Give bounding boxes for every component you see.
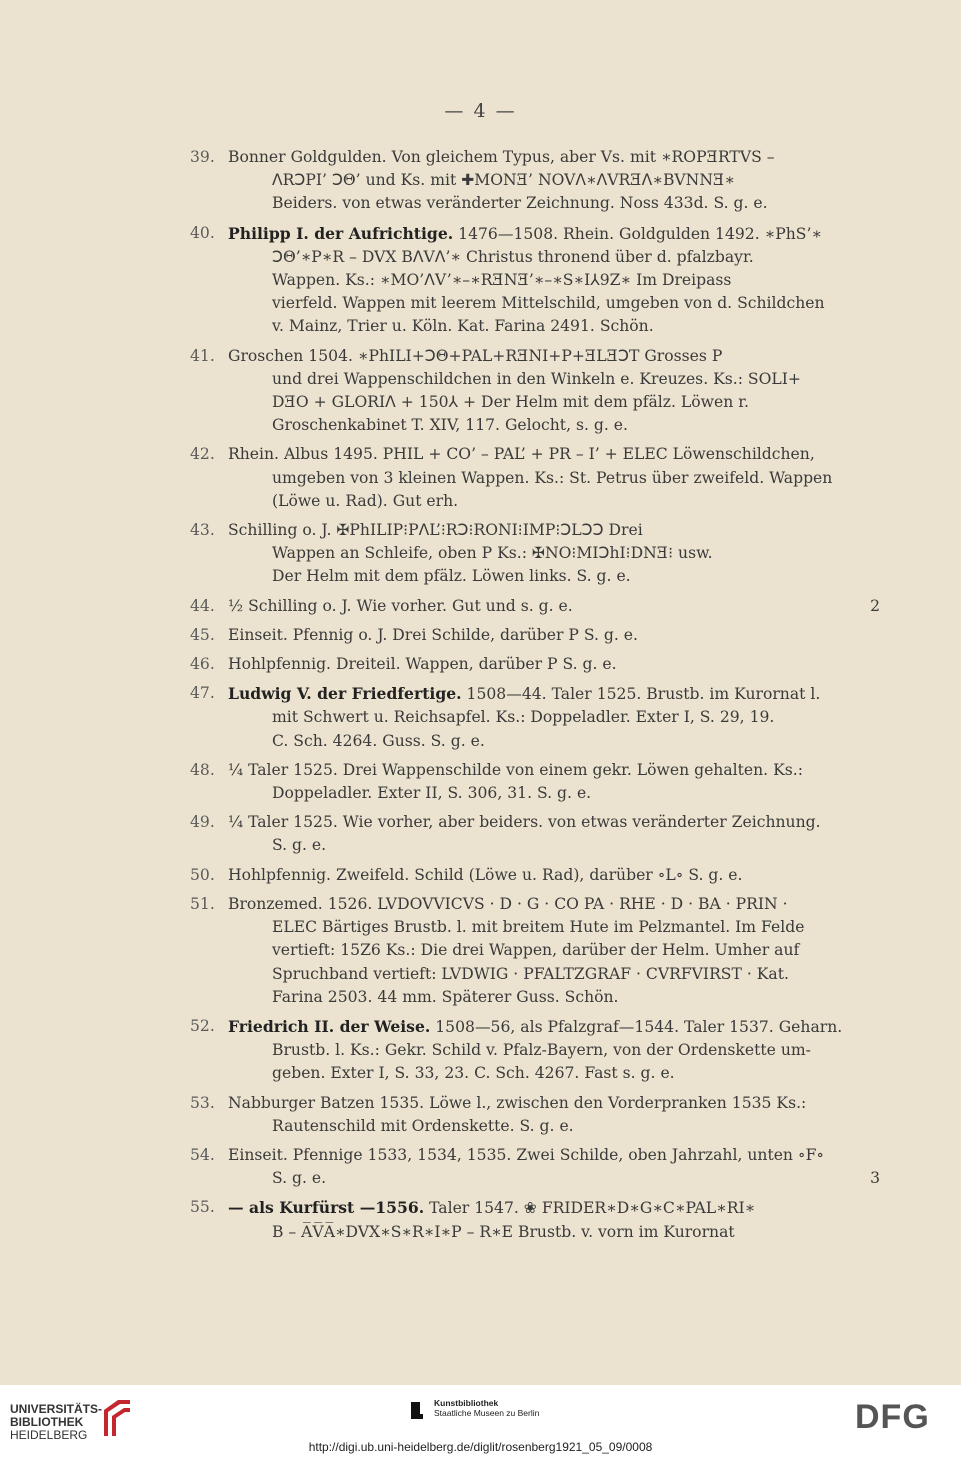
entry-line: ¼ Taler 1525. Drei Wappenschilde von einem gekr. Löwen gehalten. Ks.: (228, 760, 803, 779)
catalog-entry (190, 624, 890, 647)
entry-line (190, 1015, 890, 1039)
entry-price: 2 (870, 596, 880, 615)
catalog-entry (190, 1092, 890, 1138)
entry-number: 40. (190, 223, 215, 242)
uni-line-2: BIBLIOTHEK (10, 1415, 84, 1429)
entry-line: mit Schwert u. Reichsapfel. Ks.: Doppeladler. Exter I, S. 29, 19. (272, 708, 775, 727)
entry-line: Bonner Goldgulden. Von gleichem Typus, aber Vs. mit ∗ROPƎRTVS – (228, 148, 775, 166)
entry-line: Nabburger Batzen 1535. Löwe l., zwischen den Vorderpranken 1535 Ks.: (228, 1093, 807, 1112)
entry-number: 48. (190, 760, 215, 779)
entry-number: 53. (190, 1093, 215, 1112)
entry-price: 3 (870, 1168, 880, 1187)
entry-line: Wappen an Schleife, oben P Ks.: ✠NO⁝MIꓛhI⁝DNƎ⁝ usw. (272, 544, 713, 563)
entry-number: 46. (190, 655, 215, 674)
entry-line: Einseit. Pfennige 1533, 1534, 1535. Zwei Schilde, oben Jahrzahl, unten ∘F∘ (228, 1145, 825, 1164)
entry-line: Rhein. Albus 1495. PHIL + CO’ – PAL’ + PR – I’ + ELEC Löwenschildchen, (228, 445, 815, 464)
entry-number: 42. (190, 445, 215, 464)
kb-line-2: Staatliche Museen zu Berlin (434, 1408, 540, 1418)
kunstbibliothek-text (434, 1398, 539, 1418)
entry-line: S. g. e. (272, 1169, 327, 1188)
entry-line: Beiders. von etwas veränderter Zeichnung. Noss 433d. S. g. e. (272, 194, 768, 213)
entry-line: S. g. e. (272, 836, 327, 855)
entry-line: Groschenkabinet T. XIV, 117. Gelocht, s. g. e. (272, 416, 628, 435)
entry-line: umgeben von 3 kleinen Wappen. Ks.: St. Petrus über zweifeld. Wappen (272, 468, 833, 487)
catalog-entry (190, 811, 890, 857)
university-library-logo-text (10, 1403, 102, 1442)
entry-number: 51. (190, 894, 215, 913)
catalog-entry (190, 519, 890, 589)
entry-line: Hohlpfennig. Dreiteil. Wappen, darüber P S. g. e. (228, 655, 617, 674)
entry-line: Groschen 1504. ∗PhILI+ꓛΘ+PAL+RƎNI+P+ƎLƎꓛT Grosses P (228, 346, 723, 365)
entry-line: ELEC Bärtiges Brustb. l. mit breitem Hute im Pelzmantel. Im Felde (272, 918, 805, 937)
dfg-logo: DFG (855, 1398, 930, 1436)
entry-line: B – A̅V̅A̅∗DVX∗S∗R∗I∗P – R∗E Brustb. v. vorn im Kurornat (272, 1222, 735, 1241)
entry-number: 55. (190, 1198, 215, 1217)
uni-line-1: UNIVERSITÄTS- (10, 1402, 103, 1416)
entry-line: Bronzemed. 1526. LVDOVVICVS · D · G · CO PA · RHE · D · BA · PRIN · (228, 894, 788, 913)
entry-line: v. Mainz, Trier u. Köln. Kat. Farina 2491. Schön. (272, 317, 654, 336)
entry-line: und drei Wappenschildchen in den Winkeln e. Kreuzes. Ks.: SOLI+ (272, 369, 801, 388)
entry-line: Brustb. l. Ks.: Gekr. Schild v. Pfalz-Bayern, von der Ordenskette um- (272, 1041, 811, 1060)
catalog-entry (190, 1144, 890, 1190)
catalog-entry (190, 682, 890, 753)
entry-line: ¼ Taler 1525. Wie vorher, aber beiders. von etwas veränderter Zeichnung. (228, 813, 821, 832)
catalog-entry (190, 653, 890, 676)
catalog-entry (190, 222, 890, 339)
entry-line: (Löwe u. Rad). Gut erh. (272, 491, 459, 510)
entry-number: 50. (190, 865, 215, 884)
university-library-logo-icon (100, 1396, 134, 1440)
entry-line: geben. Exter I, S. 33, 23. C. Sch. 4267. Fast s. g. e. (272, 1064, 675, 1083)
catalog-entries (190, 146, 890, 1250)
entry-number: 41. (190, 346, 215, 365)
entry-line: Doppeladler. Exter II, S. 306, 31. S. g. e. (272, 784, 592, 803)
entry-text: 1476—1508. Rhein. Goldgulden 1492. ∗PhS’∗ (458, 224, 823, 243)
kunstbibliothek-icon (410, 1400, 424, 1420)
page-number: — 4 — (444, 100, 517, 122)
entry-number: 52. (190, 1016, 215, 1035)
entry-line: Hohlpfennig. Zweifeld. Schild (Löwe u. Rad), darüber ∘L∘ S. g. e. (228, 865, 743, 884)
entry-line: DƎO + GLORIꓥ + 150⅄ + Der Helm mit dem pfälz. Löwen r. (272, 393, 749, 412)
catalog-entry (190, 146, 890, 216)
entry-line (190, 682, 890, 706)
kb-line-1: Kunstbibliothek (434, 1398, 499, 1408)
catalog-entry (190, 893, 890, 1009)
entry-line: ½ Schilling o. J. Wie vorher. Gut und s. g. e. (228, 596, 573, 615)
entry-line: ꓥRꓛPI’ ꓛΘ’ und Ks. mit ✚MONƎ’ NOVꓥ∗ꓥVRƎꓥ∗BVNNƎ∗ (272, 171, 735, 190)
catalog-entry (190, 864, 890, 887)
entry-line: vertieft: 15Z6 Ks.: Die drei Wappen, darüber der Helm. Umher auf (272, 941, 800, 960)
entry-line: Wappen. Ks.: ∗MO’ꓥV’∗–∗RƎNƎ’∗–∗S∗I⅄9Z∗ Im Dreipass (272, 271, 732, 290)
entry-heading: Friedrich II. der Weise. (228, 1016, 431, 1036)
entry-text: 1508—44. Taler 1525. Brustb. im Kurornat l. (466, 685, 821, 704)
entry-number: 54. (190, 1145, 215, 1164)
entry-number: 45. (190, 625, 215, 644)
entry-number: 43. (190, 521, 215, 540)
catalog-entry (190, 759, 890, 805)
entry-number: 49. (190, 813, 215, 832)
source-url[interactable]: http://digi.ub.uni-heidelberg.de/diglit/rosenberg1921_05_09/0008 (308, 1440, 653, 1454)
entry-line: vierfeld. Wappen mit leerem Mittelschild, umgeben von d. Schildchen (272, 294, 825, 313)
entry-number: 44. (190, 596, 215, 615)
entry-number: 47. (190, 684, 215, 703)
entry-number: 39. (190, 148, 215, 166)
entry-line: Schilling o. J. ✠PhILIP⁝PꓥL’⁝Rꓛ⁝RONI⁝IMP⁝ꓛLꓛꓛ Drei (228, 521, 643, 540)
entry-line: ꓛΘ’∗P∗R – DVX BꓥVꓥ’∗ Christus thronend über d. pfalzbayr. (272, 247, 754, 266)
entry-text: Taler 1547. ❀ FRIDER∗D∗G∗C∗PAL∗RI∗ (429, 1199, 756, 1218)
catalog-entry (190, 1015, 890, 1086)
entry-line (190, 222, 890, 246)
entry-line: Spruchband vertieft: LVDWIG · PFALTZGRAF · CVRFVIRST · Kat. (272, 964, 789, 983)
entry-heading: — als Kurfürst —1556. (228, 1198, 425, 1218)
entry-heading: Ludwig V. der Friedfertige. (228, 684, 462, 704)
catalog-entry (190, 1196, 890, 1243)
catalog-entry (190, 345, 890, 438)
entry-line: Farina 2503. 44 mm. Späterer Guss. Schön. (272, 987, 619, 1006)
entry-line: Der Helm mit dem pfälz. Löwen links. S. g. e. (272, 567, 631, 586)
entry-heading: Philipp I. der Aufrichtige. (228, 223, 454, 243)
entry-text: 1508—56, als Pfalzgraf—1544. Taler 1537. Geharn. (435, 1017, 843, 1036)
entry-line: Einseit. Pfennig o. J. Drei Schilde, darüber P S. g. e. (228, 625, 638, 644)
entry-line: C. Sch. 4264. Guss. S. g. e. (272, 731, 485, 750)
entry-line (190, 1196, 890, 1220)
catalog-entry (190, 595, 890, 618)
entry-line: Rautenschild mit Ordenskette. S. g. e. (272, 1116, 574, 1135)
catalog-entry (190, 443, 890, 513)
uni-line-3: HEIDELBERG (10, 1428, 88, 1442)
